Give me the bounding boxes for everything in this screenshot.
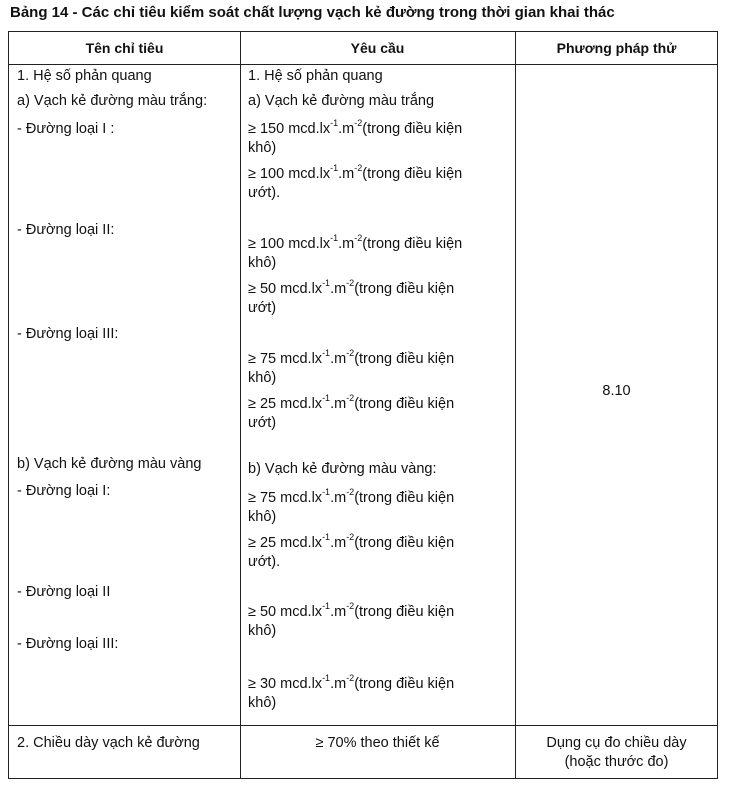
row-divider xyxy=(9,725,717,726)
unit-label: $mcd.lx^{-1}.m^{-2}$ xyxy=(280,532,355,551)
header-indicator-name: Tên chỉ tiêu xyxy=(85,40,164,56)
column-divider xyxy=(515,32,516,778)
indicator-reflectance-title: 1. Hệ số phản quang xyxy=(17,68,152,84)
indicator-white-road-type-3: - Đường loại III: xyxy=(17,326,119,342)
indicator-white-marking: a) Vạch kẻ đường màu trắng: xyxy=(17,93,208,109)
unit-label: $mcd.lx^{-1}.m^{-2}$ xyxy=(288,233,363,252)
requirement-white-type-3-dry: ≥ 75 $mcd.lx^{-1}.m^{-2}(trong$ điều kiện khô) xyxy=(248,348,455,386)
requirement-white-type-1-wet: ≥ 100 $mcd.lx^{-1}.m^{-2}(trong$ điều kiện ướt). xyxy=(248,163,463,201)
header-requirement: Yêu cầu xyxy=(350,40,405,56)
unit-label: $mcd.lx^{-1}.m^{-2}$ xyxy=(280,487,355,506)
unit-label: $mcd.lx^{-1}.m^{-2}$ xyxy=(288,118,363,137)
requirement-white-marking: a) Vạch kẻ đường màu trắng xyxy=(248,93,435,109)
unit-label: $mcd.lx^{-1}.m^{-2}$ xyxy=(288,163,363,182)
requirement-thickness: ≥ 70% theo thiết kế xyxy=(315,735,440,751)
unit-label: $mcd.lx^{-1}.m^{-2}$ xyxy=(280,393,355,412)
unit-label: $mcd.lx^{-1}.m^{-2}$ xyxy=(280,673,355,692)
indicator-white-road-type-1: - Đường loại I : xyxy=(17,121,115,137)
indicator-yellow-marking: b) Vạch kẻ đường màu vàng xyxy=(17,456,202,472)
requirement-white-type-2-dry: ≥ 100 $mcd.lx^{-1}.m^{-2}(trong$ điều kiện khô) xyxy=(248,233,463,271)
unit-label: $mcd.lx^{-1}.m^{-2}$ xyxy=(280,601,355,620)
indicator-yellow-road-type-1: - Đường loại I: xyxy=(17,483,111,499)
requirement-yellow-type-2-dry: ≥ 50 $mcd.lx^{-1}.m^{-2}(trong$ điều kiện khô) xyxy=(248,601,455,639)
requirement-white-type-1-dry: ≥ 150 $mcd.lx^{-1}.m^{-2}(trong$ điều kiện khô) xyxy=(248,118,463,156)
indicator-yellow-road-type-3: - Đường loại III: xyxy=(17,636,119,652)
method-thickness: Dụng cụ đo chiều dày (hoặc thước đo) xyxy=(546,735,687,770)
requirement-yellow-type-1-wet: ≥ 25 $mcd.lx^{-1}.m^{-2}(trong$ điều kiện ướt). xyxy=(248,532,455,570)
unit-label: $mcd.lx^{-1}.m^{-2}$ xyxy=(280,278,355,297)
requirement-yellow-type-3-dry: ≥ 30 $mcd.lx^{-1}.m^{-2}(trong$ điều kiện khô) xyxy=(248,673,455,711)
requirement-yellow-marking: b) Vạch kẻ đường màu vàng: xyxy=(248,461,437,477)
header-test-method: Phương pháp thử xyxy=(556,40,677,56)
indicator-yellow-road-type-2: - Đường loại II xyxy=(17,584,111,600)
requirement-white-type-3-wet: ≥ 25 $mcd.lx^{-1}.m^{-2}(trong$ điều kiện ướt) xyxy=(248,393,455,431)
method-reflectance: 8.10 xyxy=(602,383,631,399)
column-divider xyxy=(240,32,241,778)
requirement-reflectance-title: 1. Hệ số phản quang xyxy=(248,68,383,84)
table-caption: Bảng 14 - Các chỉ tiêu kiểm soát chất lượng vạch kẻ đường trong thời gian khai thác xyxy=(10,4,615,21)
requirement-white-type-2-wet: ≥ 50 $mcd.lx^{-1}.m^{-2}(trong$ điều kiện ướt) xyxy=(248,278,455,316)
indicator-thickness: 2. Chiều dày vạch kẻ đường xyxy=(17,735,200,751)
requirement-yellow-type-1-dry: ≥ 75 $mcd.lx^{-1}.m^{-2}(trong$ điều kiện khô) xyxy=(248,487,455,525)
unit-label: $mcd.lx^{-1}.m^{-2}$ xyxy=(280,348,355,367)
header-divider xyxy=(9,64,717,65)
quality-control-table xyxy=(8,31,718,779)
indicator-white-road-type-2: - Đường loại II: xyxy=(17,222,115,238)
